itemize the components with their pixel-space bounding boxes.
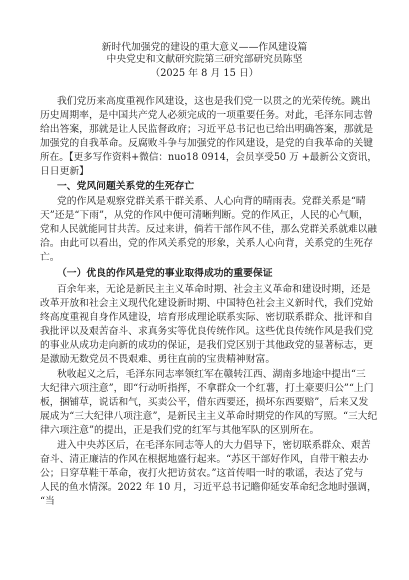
section-line: 天”还是“下雨”，从党的作风中便可清晰判断。党的作风正，人民的心气顺，	[40, 210, 369, 221]
subsection-heading: （一）优良的作风是党的事业取得成功的重要保证	[57, 268, 273, 279]
body-line: 人民的鱼水情深。2022 年 10 月，习近平总书记瞻仰延安革命纪念地时强调，	[40, 482, 377, 493]
body-line: 公；日穿草鞋干革命，夜打火把访贫农。”这首传唱一时的歌谣，表达了党与	[40, 468, 364, 479]
body-line: 秋收起义之后，毛泽东同志率领红军在赣转江西、湖南多地途中提出“三	[57, 369, 366, 380]
document-title: 新时代加强党的建设的重大意义——作风建设篇	[101, 42, 308, 53]
body-line: 的事业从成功走向新的成功的保证，是我们党区别于其他政党的显著标志，更	[40, 340, 374, 351]
intro-line: 加强党的自我革命。反腐败斗争与加强党的作风建设，是党的自我革命的关键	[40, 138, 374, 149]
body-line: 改革开放和社会主义现代化建设新时期、中国特色社会主义新时代，我们党始	[40, 298, 374, 309]
intro-line: 历史周期率，是中国共产党人必须完成的一项重要任务。对此，毛泽东同志曾	[40, 110, 374, 121]
date-line: （2025 年 8 月 15 日）	[150, 68, 259, 79]
section-heading: 一、党风问题关系党的生死存亡	[57, 181, 195, 192]
body-line: 百余年来，无论是新民主主义革命时期、社会主义革命和建设时期，还是	[57, 284, 371, 295]
body-line: 大纪律六项注意”，即“行动听指挥，不拿群众一个红薯，打土豪要归公”“上门	[40, 383, 374, 394]
author-line: 中央党史和文献研究院第三研究部研究员陈坚	[106, 54, 303, 65]
section-line: 洽。由此可以看出，党的作风关系党的形象，关系人心向背，关系党的生死存	[40, 238, 374, 249]
body-line: 展成为“三大纪律八项注意”，是新民主主义革命时期党的作风的写照。“三大纪	[40, 411, 378, 422]
body-line: 我批评以及艰苦奋斗、求真务实等优良传统作风。这些优良传统作风是我们党	[40, 326, 374, 337]
body-line: 律六项注意”的提出，正是我们党的红军与其他军队的区别所在。	[40, 425, 320, 436]
intro-line: 所在。【更多写作资料+微信：nuo18 0914，会员享受50 万 +最新公文资讯，	[40, 152, 377, 163]
intro-line: 我们党历来高度重视作风建设，这也是我们党一以贯之的光荣传统。跳出	[57, 96, 371, 107]
section-line: 亡。	[40, 252, 60, 263]
body-line: 是激励无数党员不畏艰难、勇往直前的宝贵精神财富。	[40, 354, 276, 365]
body-line: 终高度重视自身作风建设，培育形成理论联系实际、密切联系群众、批评和自	[40, 312, 374, 323]
body-line: “当	[40, 496, 55, 507]
intro-line: 日日更新】	[40, 166, 89, 177]
body-line: 进入中央苏区后，在毛泽东同志等人的大力倡导下，密切联系群众、艰苦	[57, 440, 371, 451]
section-line: 党的作风是观察党群关系干群关系、人心向背的晴雨表。党群关系是“晴	[57, 196, 366, 207]
body-line: 板，捆铺草，说话和气，买卖公平，借东西要还，损坏东西要赔”，后来又发	[40, 397, 369, 408]
section-line: 党和人民就能同甘共苦。反过来讲，倘若干部作风不佳，那么党群关系就难以融	[40, 224, 377, 235]
intro-line: 给出答案，那就是让人民监督政府；习近平总书记也已给出明确答案，那就是	[40, 124, 374, 135]
body-line: 奋斗、清正廉洁的作风在根据地盛行起来。“苏区干部好作风，自带干粮去办	[40, 454, 369, 465]
